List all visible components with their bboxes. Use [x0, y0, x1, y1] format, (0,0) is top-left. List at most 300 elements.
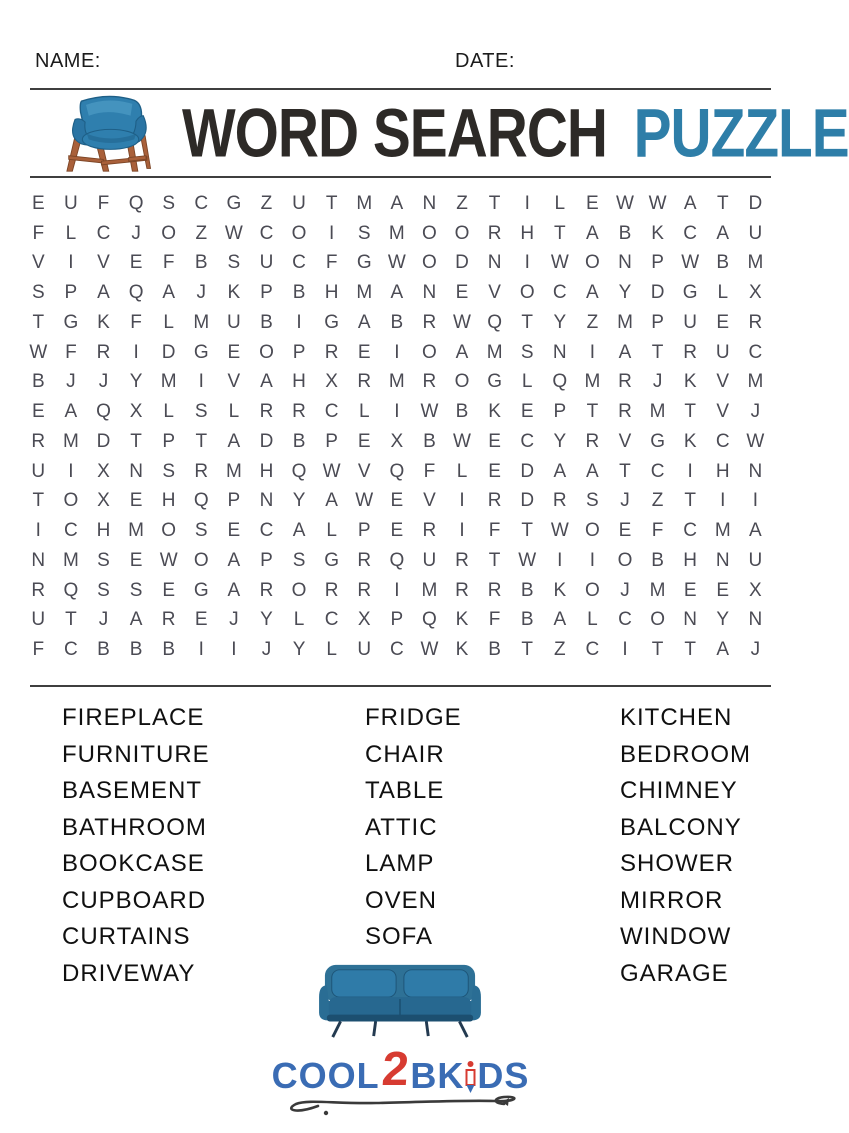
grid-letter: X	[129, 401, 143, 423]
grid-letter: M	[714, 520, 731, 542]
grid-letter: W	[453, 430, 471, 452]
word-list-column-1	[62, 700, 365, 992]
grid-letter: C	[748, 341, 763, 363]
grid-letter: M	[356, 192, 373, 214]
grid-letter: I	[394, 341, 400, 363]
word-list-item: BOOKCASE	[62, 850, 205, 877]
grid-letter: A	[227, 430, 241, 452]
grid-letter: D	[520, 460, 535, 482]
grid-letter: Q	[96, 401, 111, 423]
grid-row	[22, 427, 772, 457]
grid-letter: A	[618, 341, 632, 363]
grid-letter: E	[520, 401, 534, 423]
grid-letter: I	[133, 341, 139, 363]
grid-letter: W	[355, 490, 374, 512]
grid-letter: X	[97, 490, 110, 512]
grid-letter: M	[584, 371, 601, 393]
grid-letter: A	[455, 341, 469, 363]
grid-letter: W	[746, 430, 765, 452]
grid-letter: E	[716, 311, 730, 333]
grid-letter: O	[650, 609, 665, 631]
brand-logo	[0, 1043, 801, 1118]
grid-letter: U	[715, 341, 730, 363]
grid-letter: O	[161, 520, 177, 542]
grid-letter: A	[357, 311, 371, 333]
grid-letter: N	[748, 609, 763, 631]
grid-letter: B	[423, 430, 436, 452]
grid-row	[22, 189, 772, 219]
grid-letter: H	[161, 490, 176, 512]
word-list-item: KITCHEN	[620, 704, 733, 731]
grid-letter: C	[64, 639, 78, 661]
grid-row	[22, 338, 772, 368]
grid-letter: H	[292, 371, 306, 393]
grid-letter: T	[684, 490, 696, 512]
grid-letter: B	[162, 639, 176, 661]
grid-letter: U	[292, 192, 306, 214]
grid-letter: D	[455, 252, 469, 274]
grid-letter: O	[422, 222, 437, 244]
grid-letter: T	[586, 401, 599, 423]
grid-letter: B	[520, 579, 534, 601]
grid-row	[22, 249, 772, 279]
grid-letter: A	[553, 460, 567, 482]
grid-letter: H	[324, 282, 339, 304]
grid-letter: R	[618, 371, 632, 393]
grid-letter: T	[684, 639, 696, 661]
grid-letter: I	[231, 639, 237, 661]
grid-letter: I	[394, 401, 400, 423]
grid-letter: T	[521, 520, 533, 542]
armchair-icon	[56, 91, 156, 175]
grid-letter: L	[293, 609, 305, 631]
grid-letter: D	[748, 192, 763, 214]
grid-letter: A	[586, 282, 599, 304]
grid-letter: V	[357, 460, 371, 482]
grid-letter: B	[260, 311, 273, 333]
grid-letter: N	[715, 549, 730, 571]
grid-letter: F	[130, 311, 142, 333]
grid-letter: C	[194, 192, 209, 214]
grid-letter: M	[356, 282, 373, 304]
grid-letter: Q	[422, 609, 437, 631]
grid-letter: Z	[195, 222, 208, 244]
word-list-item: BEDROOM	[620, 740, 752, 768]
grid-letter: A	[129, 609, 143, 631]
logo-ds-text: DS	[477, 1055, 530, 1096]
grid-letter: I	[35, 520, 41, 542]
grid-letter: W	[648, 192, 667, 214]
grid-letter: L	[554, 192, 566, 214]
grid-letter: T	[716, 192, 729, 214]
grid-letter: W	[550, 252, 569, 274]
grid-letter: O	[617, 549, 633, 571]
pencil-i-icon	[465, 1061, 476, 1093]
grid-letter: E	[390, 520, 404, 542]
grid-letter: F	[32, 222, 45, 244]
grid-letter: A	[683, 192, 697, 214]
grid-letter: F	[162, 252, 175, 274]
grid-letter: J	[750, 639, 761, 661]
grid-letter: A	[390, 192, 404, 214]
grid-letter: X	[357, 609, 371, 631]
grid-letter: G	[324, 549, 340, 571]
grid-letter: I	[459, 490, 465, 512]
grid-letter: E	[129, 252, 143, 274]
grid-letter: R	[357, 371, 372, 393]
grid-letter: Z	[260, 192, 273, 214]
grid-letter: N	[683, 609, 698, 631]
grid-row	[22, 397, 772, 427]
grid-letter: K	[97, 311, 110, 333]
word-list-item: OVEN	[365, 886, 438, 914]
grid-letter: Q	[487, 311, 502, 333]
grid-letter: S	[292, 549, 306, 571]
word-list-item: SHOWER	[620, 850, 734, 877]
grid-letter: A	[260, 371, 273, 393]
grid-letter: T	[325, 192, 338, 214]
title-puzzle: PUZZLE	[633, 94, 849, 172]
grid-letter: A	[64, 401, 78, 423]
grid-letter: E	[31, 192, 45, 214]
grid-letter: R	[487, 490, 502, 512]
grid-letter: P	[260, 282, 273, 304]
grid-letter: Q	[128, 282, 144, 304]
grid-letter: Z	[651, 490, 664, 512]
grid-letter: P	[553, 401, 567, 423]
grid-letter: J	[66, 371, 76, 393]
grid-letter: C	[64, 520, 78, 542]
grid-letter: S	[31, 282, 45, 304]
grid-letter: O	[585, 252, 600, 274]
grid-row	[22, 576, 772, 606]
grid-letter: A	[586, 222, 599, 244]
grid-letter: U	[259, 252, 274, 274]
grid-letter: G	[650, 430, 665, 452]
grid-letter: K	[455, 639, 469, 661]
grid-letter: K	[488, 401, 501, 423]
grid-letter: Q	[389, 549, 405, 571]
grid-letter: R	[96, 341, 111, 363]
word-list-item: LAMP	[365, 850, 435, 877]
grid-letter: W	[387, 252, 406, 274]
grid-letter: P	[651, 252, 664, 274]
grid-letter: I	[752, 490, 758, 512]
grid-letter: W	[29, 341, 48, 363]
grid-row	[22, 606, 772, 636]
grid-letter: O	[161, 222, 177, 244]
word-list-column-2	[365, 700, 620, 992]
grid-letter: R	[585, 430, 600, 452]
grid-letter: I	[68, 460, 74, 482]
grid-letter: I	[557, 549, 563, 571]
grid-letter: I	[720, 490, 726, 512]
grid-letter: R	[161, 609, 176, 631]
grid-letter: E	[129, 549, 143, 571]
name-label: NAME:	[35, 50, 101, 72]
logo-two-text: 2	[379, 1043, 411, 1096]
grid-letter: G	[193, 341, 209, 363]
grid-letter: S	[586, 490, 599, 512]
grid-letter: M	[747, 252, 764, 274]
grid-letter: P	[292, 341, 306, 363]
grid-letter: T	[488, 549, 501, 571]
grid-letter: R	[455, 579, 469, 601]
grid-letter: E	[618, 520, 632, 542]
grid-letter: O	[259, 341, 274, 363]
grid-letter: W	[420, 401, 439, 423]
grid-letter: T	[65, 609, 77, 631]
grid-letter: R	[748, 311, 763, 333]
grid-letter: L	[163, 401, 174, 423]
grid-letter: A	[227, 549, 241, 571]
grid-letter: W	[159, 549, 178, 571]
grid-letter: R	[618, 401, 632, 423]
grid-letter: T	[521, 639, 533, 661]
sofa-icon	[316, 962, 484, 1040]
grid-letter: S	[194, 401, 208, 423]
grid-letter: H	[96, 520, 111, 542]
grid-letter: C	[683, 520, 698, 542]
grid-letter: V	[97, 252, 110, 274]
grid-letter: N	[618, 252, 632, 274]
grid-letter: O	[585, 579, 600, 601]
word-list-item: SOFA	[365, 923, 434, 950]
grid-row	[22, 546, 772, 576]
grid-letter: N	[422, 192, 437, 214]
grid-letter: P	[651, 311, 664, 333]
grid-letter: M	[747, 371, 764, 393]
grid-letter: Y	[292, 639, 306, 661]
grid-letter: E	[586, 192, 599, 214]
grid-letter: K	[227, 282, 241, 304]
grid-letter: F	[32, 639, 45, 661]
grid-letter: K	[651, 222, 664, 244]
grid-letter: J	[620, 490, 630, 512]
grid-letter: H	[715, 460, 730, 482]
word-list-item: FRIDGE	[365, 704, 462, 731]
grid-letter: O	[519, 282, 535, 304]
grid-letter: I	[589, 341, 596, 363]
grid-letter: A	[390, 282, 404, 304]
grid-letter: Q	[128, 192, 144, 214]
grid-letter: C	[389, 639, 404, 661]
grid-letter: E	[455, 282, 469, 304]
grid-letter: G	[682, 282, 698, 304]
grid-letter: L	[358, 401, 370, 423]
grid-letter: A	[716, 222, 730, 244]
grid-letter: P	[390, 609, 404, 631]
grid-row	[22, 487, 772, 517]
grid-letter: L	[717, 282, 729, 304]
grid-letter: R	[357, 579, 372, 601]
grid-row	[22, 516, 772, 546]
grid-letter: J	[620, 579, 630, 601]
grid-letter: F	[488, 609, 501, 631]
grid-letter: O	[585, 520, 600, 542]
grid-letter: Z	[456, 192, 468, 214]
grid-letter: T	[488, 192, 501, 214]
grid-letter: V	[31, 252, 45, 274]
word-list-item: TABLE	[365, 777, 445, 804]
grid-letter: D	[520, 490, 535, 512]
grid-letter: I	[198, 639, 204, 661]
title-word-search: WORD SEARCH	[182, 94, 607, 172]
grid-row	[22, 308, 772, 338]
grid-letter: Z	[553, 639, 566, 661]
grid-letter: R	[324, 341, 339, 363]
grid-letter: L	[228, 401, 240, 423]
grid-letter: S	[129, 579, 143, 601]
grid-letter: I	[459, 520, 465, 542]
word-list-item: CHIMNEY	[620, 777, 738, 804]
grid-letter: C	[324, 401, 339, 423]
squiggle-underline-icon	[266, 1094, 536, 1118]
grid-letter: R	[422, 311, 437, 333]
grid-letter: T	[553, 222, 566, 244]
grid-letter: A	[716, 639, 730, 661]
grid-letter: Y	[716, 609, 730, 631]
grid-letter: A	[749, 520, 762, 542]
grid-letter: B	[455, 401, 469, 423]
word-list-item: WINDOW	[620, 923, 732, 950]
logo-cool-text: COOL	[271, 1055, 380, 1096]
grid-letter: I	[524, 192, 530, 214]
grid-letter: U	[64, 192, 78, 214]
grid-letter: B	[292, 282, 306, 304]
grid-letter: R	[31, 430, 46, 452]
grid-letter: T	[619, 460, 631, 482]
grid-letter: I	[524, 252, 530, 274]
grid-letter: B	[129, 639, 143, 661]
grid-letter: O	[454, 222, 470, 244]
grid-letter: V	[618, 430, 632, 452]
grid-letter: Y	[553, 430, 567, 452]
word-list-item: FURNITURE	[62, 740, 210, 768]
grid-letter: V	[488, 282, 501, 304]
grid-letter: U	[226, 311, 241, 333]
grid-letter: E	[162, 579, 176, 601]
grid-letter: R	[31, 579, 46, 601]
grid-letter: U	[748, 222, 763, 244]
grid-letter: E	[194, 609, 208, 631]
grid-letter: I	[198, 371, 204, 393]
grid-letter: R	[422, 520, 437, 542]
grid-letter: J	[98, 371, 109, 393]
grid-letter: A	[292, 520, 306, 542]
grid-letter: B	[716, 252, 730, 274]
grid-letter: I	[622, 639, 628, 661]
grid-letter: S	[97, 579, 110, 601]
grid-letter: I	[296, 311, 302, 333]
grid-letter: G	[226, 192, 242, 214]
grid-letter: P	[64, 282, 78, 304]
grid-letter: W	[550, 520, 569, 542]
word-list-item: BALCONY	[620, 813, 742, 841]
page-title	[182, 93, 849, 172]
grid-letter: B	[97, 639, 110, 661]
grid-letter: L	[326, 520, 337, 542]
grid-letter: A	[227, 579, 241, 601]
grid-letter: C	[552, 282, 567, 304]
grid-letter: H	[259, 460, 274, 482]
grid-letter: M	[193, 311, 210, 333]
grid-letter: A	[97, 282, 110, 304]
grid-letter: M	[649, 401, 666, 423]
grid-letter: A	[553, 609, 567, 631]
word-list-item: CUPBOARD	[62, 886, 207, 914]
grid-letter: G	[487, 371, 502, 393]
grid-letter: L	[456, 460, 468, 482]
grid-letter: J	[131, 222, 141, 244]
grid-letter: L	[163, 311, 174, 333]
grid-letter: A	[586, 460, 599, 482]
grid-letter: K	[683, 430, 697, 452]
grid-letter: A	[325, 490, 338, 512]
grid-letter: J	[98, 609, 109, 631]
grid-letter: B	[194, 252, 208, 274]
grid-letter: O	[422, 252, 437, 274]
grid-row	[22, 219, 772, 249]
grid-letter: N	[487, 252, 502, 274]
grid-letter: O	[291, 222, 307, 244]
grid-letter: M	[649, 579, 666, 601]
grid-letter: M	[421, 579, 438, 601]
grid-letter: W	[224, 222, 243, 244]
grid-letter: Y	[129, 371, 143, 393]
word-list-item: ATTIC	[365, 813, 438, 841]
grid-letter: N	[31, 549, 46, 571]
grid-letter: M	[388, 222, 405, 244]
grid-row	[22, 368, 772, 398]
grid-letter: V	[227, 371, 241, 393]
grid-letter: X	[325, 371, 338, 393]
grid-letter: J	[652, 371, 663, 393]
grid-letter: V	[716, 401, 730, 423]
grid-letter: T	[32, 311, 45, 333]
grid-letter: N	[748, 460, 763, 482]
grid-letter: N	[129, 460, 143, 482]
grid-letter: S	[162, 460, 176, 482]
grid-letter: L	[65, 222, 77, 244]
grid-letter: W	[518, 549, 537, 571]
grid-letter: K	[455, 609, 469, 631]
word-list-item: DRIVEWAY	[62, 959, 196, 987]
grid-letter: O	[422, 341, 437, 363]
grid-letter: X	[749, 282, 762, 304]
grid-letter: G	[63, 311, 79, 333]
grid-letter: E	[716, 579, 730, 601]
grid-letter: C	[715, 430, 730, 452]
word-list-item: CURTAINS	[62, 923, 191, 950]
grid-letter: G	[324, 311, 340, 333]
grid-letter: P	[357, 520, 371, 542]
grid-letter: C	[292, 252, 306, 274]
grid-letter: L	[326, 639, 337, 661]
grid-letter: C	[650, 460, 665, 482]
grid-letter: B	[651, 549, 664, 571]
grid-letter: G	[356, 252, 372, 274]
grid-letter: S	[97, 549, 110, 571]
grid-letter: O	[193, 549, 209, 571]
grid-letter: F	[65, 341, 77, 363]
grid-letter: C	[96, 222, 111, 244]
grid-letter: I	[68, 252, 74, 274]
grid-letter: C	[520, 430, 535, 452]
grid-letter: M	[160, 371, 177, 393]
date-label: DATE:	[455, 50, 515, 72]
grid-letter: X	[97, 460, 110, 482]
